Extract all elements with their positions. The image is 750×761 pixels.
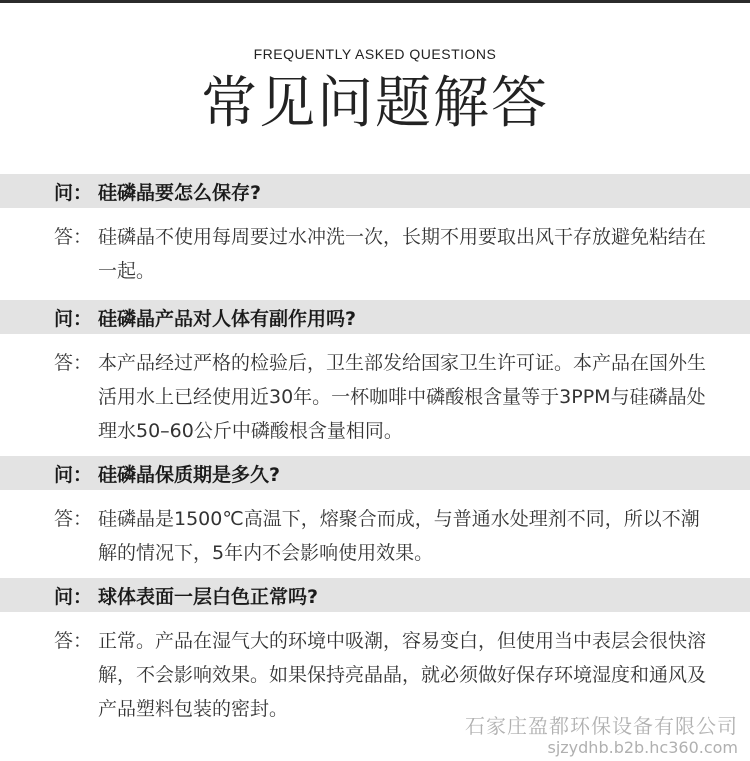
top-divider [0,0,750,3]
watermark-url: sjzydhb.b2b.hc360.com [547,738,738,757]
faq-subtitle: FREQUENTLY ASKED QUESTIONS [253,46,497,62]
faq-item [0,456,750,570]
question-text: 硅磷晶保质期是多久? [98,463,281,486]
watermark-company: 石家庄盈都环保设备有限公司 [465,714,738,738]
answer-row [0,346,750,448]
answer-text: 硅磷晶不使用每周要过水冲洗一次，长期不用要取出风干存放避免粘结在一起。 [98,226,707,282]
question-text: 球体表面一层白色正常吗? [98,585,319,608]
answer-text: 本产品经过严格的检验后，卫生部发给国家卫生许可证。本产品在国外生活用水上已经使用近30年。一杯咖啡中磷酸根含量等于3PPM与硅磷晶处理水50–60公斤中磷酸根含量相同。 [98,352,707,442]
question-bar [0,174,750,208]
question-text: 硅磷晶产品对人体有副作用吗? [98,307,357,330]
question-text: 硅磷晶要怎么保存? [98,181,262,204]
question-bar [0,300,750,334]
answer-prefix: 答： [54,508,93,530]
answer-row [0,624,750,726]
answer-prefix: 答： [54,226,93,248]
faq-item [0,300,750,448]
page-title: 常见问题解答 [201,71,549,136]
faq-item [0,578,750,726]
answer-prefix: 答： [54,630,93,652]
answer-text: 正常。产品在湿气大的环境中吸潮，容易变白，但使用当中表层会很快溶解，不会影响效果。如果保持亮晶晶，就必须做好保存环境湿度和通风及产品塑料包装的密封。 [98,630,707,720]
question-bar [0,456,750,490]
answer-row [0,502,750,570]
question-prefix: 问： [54,181,93,204]
faq-item [0,174,750,288]
answer-text: 硅磷晶是1500℃高温下，熔聚合而成，与普通水处理剂不同，所以不潮解的情况下，5年内不会影响使用效果。 [98,508,700,564]
watermark [465,714,738,758]
question-prefix: 问： [54,463,93,486]
answer-prefix: 答： [54,352,93,374]
answer-row [0,220,750,288]
question-bar [0,578,750,612]
question-prefix: 问： [54,585,93,608]
question-prefix: 问： [54,307,93,330]
